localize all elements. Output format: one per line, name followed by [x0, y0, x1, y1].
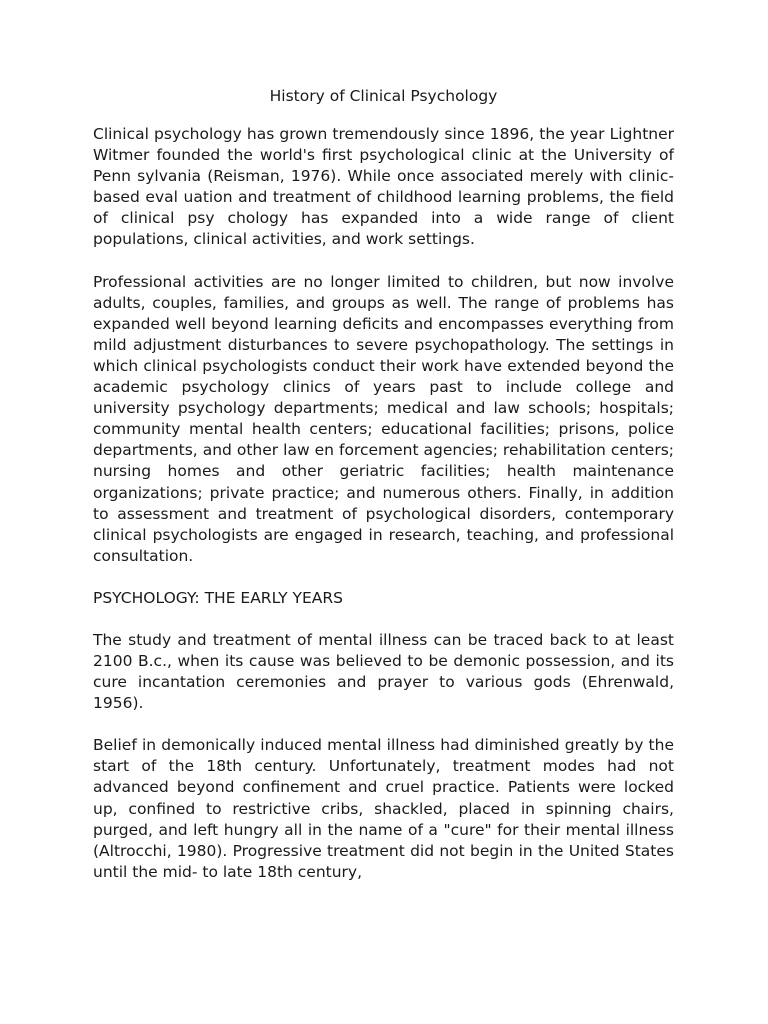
- section-heading: PSYCHOLOGY: THE EARLY YEARS: [93, 588, 344, 607]
- paragraph-early-history: The study and treatment of mental illness can be traced back to at least 2100 B.c., when its cause was believed to be demonic possession, and its cure incantation ceremonies and prayer to various gods (Ehrenwald, 1956).: [93, 630, 674, 713]
- document-page: [93, 86, 674, 904]
- document-title: History of Clinical Psychology: [269, 87, 498, 105]
- paragraph-intro: Clinical psychology has grown tremendously since 1896, the year Lightner Witmer founded the world's first psychological clinic at the University of Penn sylvania (Reisman, 1976). While once associated merely with clinic-based eval uation and treatment of childhood learning problems, the field of clinical psy chology has expanded into a wide range of client populations, clinical activities, and work settings.: [93, 125, 674, 249]
- paragraph-18th-century: Belief in demonically induced mental illness had diminished greatly by the start of the 18th century. Unfortunately, treatment modes had not advanced beyond confinement and cruel practice. Patients were locked up, confined to restrictive cribs, shackled, placed in spinning chairs, purged, and left hungry all in the name of a "cure" for their mental illness (Altrocchi, 1980). Progressive treatment did not begin in the United States until the mid- to late 18th century,: [93, 736, 674, 881]
- paragraph-professional-activities: Professional activities are no longer limited to children, but now involve adults, couples, families, and groups as well. The range of problems has expanded well beyond learning deficits and encompasses everything from mild adjustment disturbances to severe psychopathology. The settings in which clinical psychologists conduct their work have extended beyond the academic psychology clinics of years past to include college and university psychology departments; medical and law schools; hospitals; community mental health centers; educational facilities; prisons, police departments, and other law en forcement agencies; rehabilitation centers; nursing homes and other geriatric facilities; health maintenance organizations; private practice; and numerous others. Finally, in addition to assessment and treatment of psychological disorders, contemporary clinical psychologists are engaged in research, teaching, and professional consultation.: [93, 272, 674, 565]
